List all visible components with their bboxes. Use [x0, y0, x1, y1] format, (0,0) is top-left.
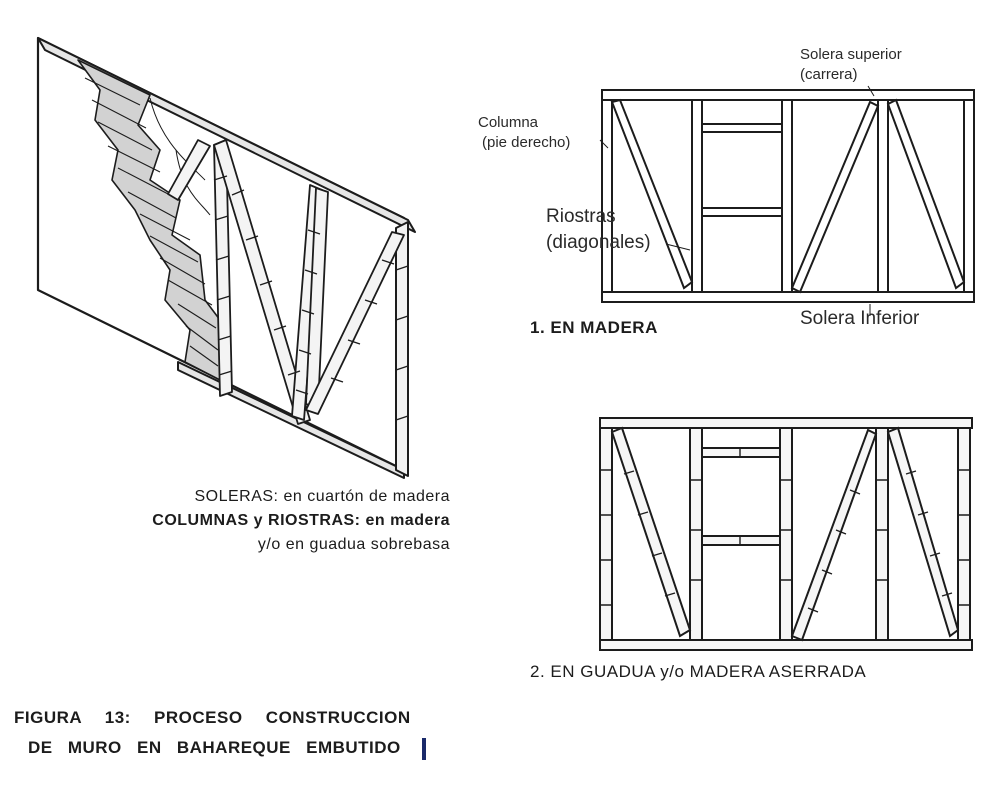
wall-note-plates: SOLERAS: en cuartón de madera: [194, 488, 450, 505]
bamboo-frame-caption: 2. EN GUADUA y/o MADERA ASERRADA: [530, 662, 867, 681]
wood-nogging: [702, 124, 782, 132]
wood-column-right: [964, 100, 974, 292]
wood-bottom-plate: [602, 292, 974, 302]
wood-frame-drawing: [602, 90, 974, 302]
wall-note-members: COLUMNAS y RIOSTRAS: en madera: [152, 512, 450, 529]
wall-end-post: [396, 222, 408, 476]
bamboo-post-left: [600, 428, 612, 640]
label-top-plate-alt: (carrera): [800, 66, 858, 83]
label-top-plate: Solera superior: [800, 46, 902, 63]
wood-top-plate: [602, 90, 974, 100]
label-bottom-plate: Solera Inferior: [800, 308, 920, 329]
wood-brace: [888, 100, 964, 288]
bamboo-post: [690, 428, 702, 640]
wood-column-left: [602, 100, 612, 292]
bamboo-brace: [792, 430, 876, 640]
figure-caption-line1: FIGURA 13: PROCESO CONSTRUCCION: [14, 708, 411, 727]
bamboo-bottom-plate: [600, 640, 972, 650]
bamboo-post: [780, 428, 792, 640]
wood-nogging: [702, 208, 782, 216]
bamboo-post-right: [958, 428, 970, 640]
wood-frame-caption: 1. EN MADERA: [530, 318, 658, 337]
bamboo-post: [876, 428, 888, 640]
label-column-alt: (pie derecho): [482, 134, 571, 151]
wood-column: [782, 100, 792, 292]
figure-caption-line2: DE MURO EN BAHAREQUE EMBUTIDO: [28, 738, 401, 757]
bamboo-nogging: [702, 536, 780, 545]
label-column: Columna: [478, 114, 539, 131]
bamboo-frame-drawing: [600, 418, 972, 650]
wall-3d-drawing: [38, 38, 415, 478]
label-braces-alt: (diagonales): [546, 232, 651, 253]
wood-column: [692, 100, 702, 292]
wood-column: [878, 100, 888, 292]
bamboo-brace: [888, 428, 958, 636]
text-cursor-mark: [422, 738, 426, 760]
wall-note-bamboo: y/o en guadua sobrebasa: [257, 536, 450, 553]
label-braces: Riostras: [546, 206, 616, 227]
wood-brace: [792, 102, 878, 292]
bamboo-top-plate: [600, 418, 972, 428]
bamboo-nogging: [702, 448, 780, 457]
wood-brace: [612, 100, 692, 288]
bamboo-brace: [612, 428, 690, 636]
